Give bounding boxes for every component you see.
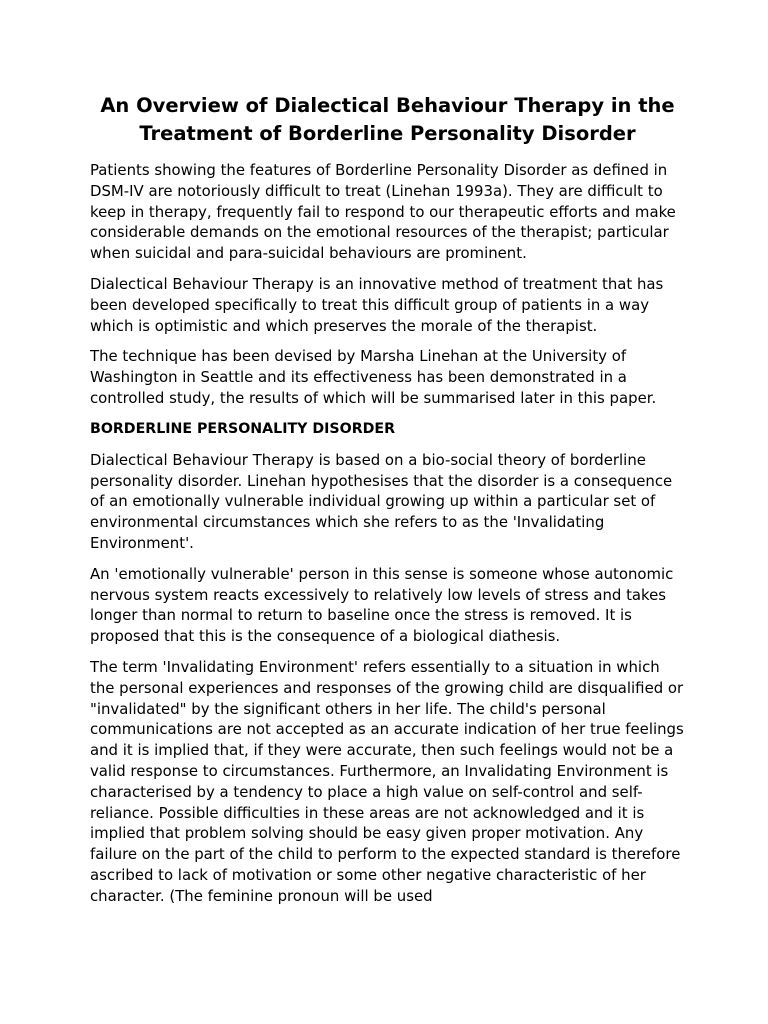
paragraph-intro-2: Dialectical Behaviour Therapy is an innovative method of treatment that has been developed specifically to treat this difficult group of patients in a way which is optimistic and which preserves the morale of the therapist.	[90, 274, 664, 335]
document-title: An Overview of Dialectical Behaviour Therapy in the Treatment of Borderline Personality Disorder	[100, 94, 675, 145]
paragraph-section-1: Dialectical Behaviour Therapy is based on a bio-social theory of borderline personality disorder. Linehan hypothesises that the disorder is a consequence of an emotionally vulnerable individual growing up within a particular set of environmental circumstances which she refers to as the 'Invalidating Environment'.	[90, 450, 673, 552]
paragraph-section-3: The term 'Invalidating Environment' refers essentially to a situation in which the personal experiences and responses of the growing child are disqualified or "invalidated" by the significant others in her life. The child's personal communications are not accepted as an accurate indication of her true feelings and it is implied that, if they were accurate, then such feelings would not be a valid response to circumstances. Furthermore, an Invalidating Environment is characterised by a tendency to place a high value on self-control and self-reliance. Possible difficulties in these areas are not acknowledged and it is implied that problem solving should be easy given proper motivation. Any failure on the part of the child to perform to the expected standard is therefore ascribed to lack of motivation or some other negative characteristic of her character. (The feminine pronoun will be used	[90, 657, 684, 905]
document-body	[90, 92, 685, 917]
paragraph-section-2: An 'emotionally vulnerable' person in this sense is someone whose autonomic nervous system reacts excessively to relatively low levels of stress and takes longer than normal to return to baseline once the stress is removed. It is proposed that this is the consequence of a biological diathesis.	[90, 564, 674, 646]
section-heading: BORDERLINE PERSONALITY DISORDER	[90, 420, 396, 437]
paragraph-intro-3: The technique has been devised by Marsha Linehan at the University of Washington in Seattle and its effectiveness has been demonstrated in a controlled study, the results of which will be summarised later in this paper.	[90, 347, 657, 407]
paragraph-intro-1: Patients showing the features of Borderline Personality Disorder as defined in DSM-IV are notoriously difficult to treat (Linehan 1993a). They are difficult to keep in therapy, frequently fail to respond to our therapeutic efforts and make considerable demands on the emotional resources of the therapist; particular when suicidal and para-suicidal behaviours are prominent.	[90, 161, 676, 263]
